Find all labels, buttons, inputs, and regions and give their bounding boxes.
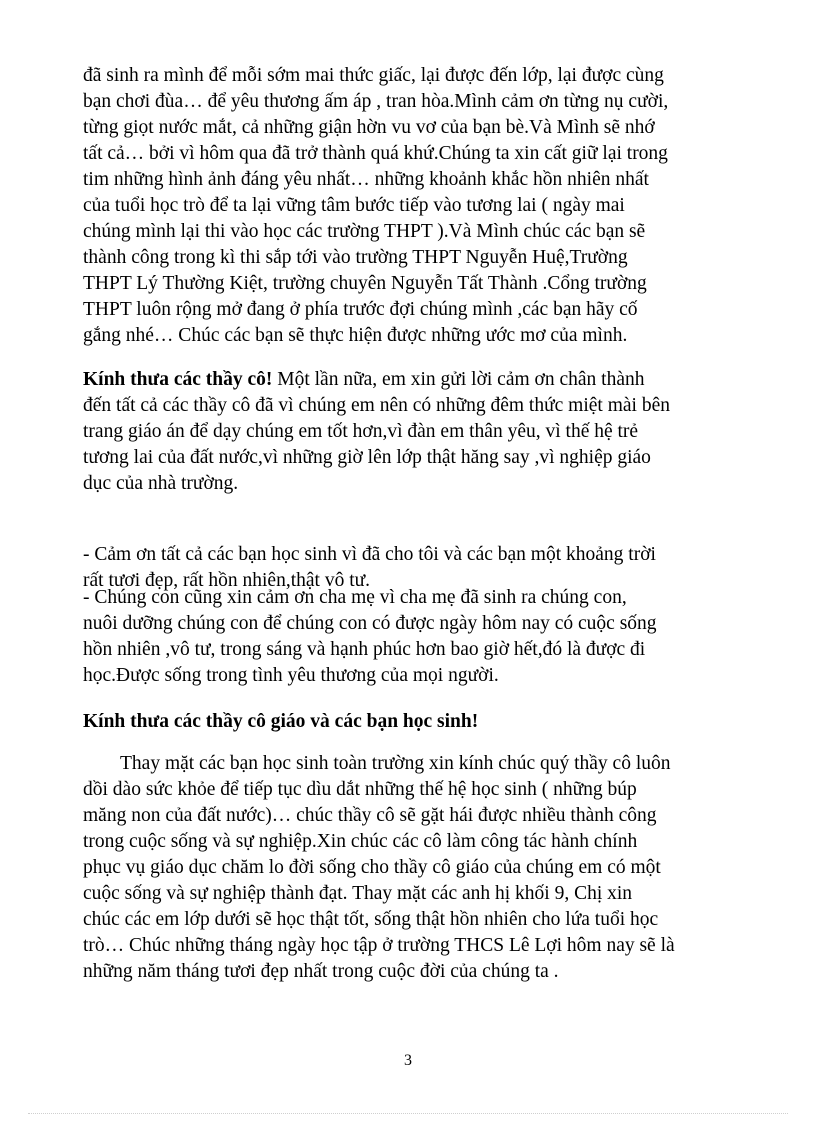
text-line: đã sinh ra mình để mỗi sớm mai thức giấc, lại được đến lớp, lại được cùng [83, 65, 664, 86]
text-line: tim những hình ảnh đáng yêu nhất… những khoảnh khắc hồn nhiên nhất [83, 169, 649, 190]
text-line: dục của nhà trường. [83, 473, 239, 494]
text-line: của tuổi học trò để ta lại vững tâm bước tiếp vào tương lai ( ngày mai [83, 195, 625, 216]
page-bottom-divider [28, 1113, 788, 1114]
paragraph-thanks-teachers [83, 367, 743, 497]
text-line: chúc các em lớp dưới sẽ học thật tốt, sống thật hồn nhiên cho lứa tuổi học [83, 909, 659, 930]
text-line: đến tất cả các thầy cô đã vì chúng em nên có những đêm thức miệt mài bên [83, 395, 670, 416]
text-line: THPT luôn rộng mở đang ở phía trước đợi chúng mình ,các bạn hãy cố [83, 299, 638, 320]
text-line: từng giọt nước mắt, cả những giận hờn vu vơ của bạn bè.Và Mình sẽ nhớ [83, 117, 655, 138]
text-line: chúng mình lại thi vào học các trường THPT ).Và Mình chúc các bạn sẽ [83, 221, 646, 242]
text-line: rất tươi đẹp, rất hồn nhiên,thật vô tư. [83, 570, 371, 591]
text-line: trang giáo án để dạy chúng em tốt hơn,vì đàn em thân yêu, vì thế hệ trẻ [83, 421, 639, 442]
text-line: măng non của đất nước)… chúc thầy cô sẽ gặt hái được nhiều thành công [83, 805, 657, 826]
text-line: THPT Lý Thường Kiệt, trường chuyên Nguyễn Tất Thành .Cổng trường [83, 273, 647, 294]
text-line: thành công trong kì thi sắp tới vào trường THPT Nguyễn Huệ,Trường [83, 247, 628, 268]
text-line: - Cảm ơn tất cả các bạn học sinh vì đã cho tôi và các bạn một khoảng trời [83, 544, 656, 565]
text-line: trong cuộc sống và sự nghiệp.Xin chúc các cô làm công tác hành chính [83, 831, 638, 852]
heading-text: Kính thưa các thầy cô giáo và các bạn học sinh! [83, 711, 479, 732]
section-heading [83, 709, 743, 735]
text-line: bạn chơi đùa… để yêu thương ấm áp , tran hòa.Mình cảm ơn từng nụ cười, [83, 91, 669, 112]
page-number: 3 [404, 1052, 412, 1069]
bold-salutation: Kính thưa các thầy cô! [83, 369, 273, 390]
text-line: Thay mặt các bạn học sinh toàn trường xin kính chúc quý thầy cô luôn [120, 753, 671, 774]
text-line: phục vụ giáo dục chăm lo đời sống cho thầy cô giáo của chúng em có một [83, 857, 661, 878]
text-line [83, 367, 743, 393]
paragraph-closing-wishes [83, 751, 743, 985]
text-line: cuộc sống và sự nghiệp thành đạt. Thay mặt các anh hị khối 9, Chị xin [83, 883, 633, 904]
text-line: hồn nhiên ,vô tư, trong sáng và hạnh phúc hơn bao giờ hết,đó là được đi [83, 639, 646, 660]
text-run: Một lần nữa, em xin gửi lời cảm ơn chân thành [272, 369, 645, 390]
text-line: tương lai của đất nước,vì những giờ lên lớp thật hăng say ,vì nghiệp giáo [83, 447, 651, 468]
text-line: những năm tháng tươi đẹp nhất trong cuộc đời của chúng ta . [83, 961, 559, 982]
text-line: học.Được sống trong tình yêu thương của mọi người. [83, 665, 499, 686]
text-line: gắng nhé… Chúc các bạn sẽ thực hiện được những ước mơ của mình. [83, 325, 628, 346]
paragraph-thanks-parents [83, 585, 743, 689]
paragraph-farewell-wishes [83, 63, 743, 349]
text-line: trò… Chúc những tháng ngày học tập ở trường THCS Lê Lợi hôm nay sẽ là [83, 935, 675, 956]
text-line: nuôi dưỡng chúng con để chúng con có được ngày hôm nay có cuộc sống [83, 613, 657, 634]
text-line: tất cả… bởi vì hôm qua đã trở thành quá khứ.Chúng ta xin cất giữ lại trong [83, 143, 668, 164]
text-line: dồi dào sức khỏe để tiếp tục dìu dắt những thế hệ học sinh ( những búp [83, 779, 637, 800]
text-line: - Chúng con cũng xin cảm ơn cha mẹ vì cha mẹ đã sinh ra chúng con, [83, 587, 627, 608]
